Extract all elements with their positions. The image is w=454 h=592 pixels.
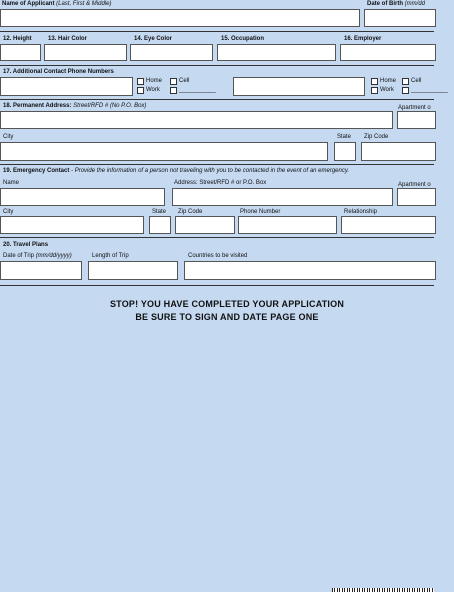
sign-reminder: BE SURE TO SIGN AND DATE PAGE ONE: [135, 312, 319, 322]
contact-phones-title: 17. Additional Contact Phone Numbers: [3, 69, 114, 75]
permanent-state-label: State: [337, 134, 352, 140]
applicant-name-hint: (Last, First & Middle): [56, 1, 112, 7]
phone1-home-label: Home: [146, 78, 163, 84]
employer-field[interactable]: [340, 44, 436, 61]
phone2-home-label: Home: [380, 78, 397, 84]
applicant-name-field[interactable]: [0, 9, 360, 27]
emergency-relationship-label: Relationship: [344, 209, 378, 215]
trip-date-hint: (mm/dd/yyyy): [35, 253, 72, 259]
occupation-field[interactable]: [217, 44, 336, 61]
countries-label: Countries to be visited: [188, 253, 248, 259]
permanent-address-title: [3, 103, 146, 110]
divider: [0, 237, 434, 238]
phone1-home-checkbox[interactable]: [137, 78, 144, 85]
divider: [0, 164, 434, 165]
trip-date-label-text: Date of Trip: [3, 253, 35, 259]
travel-plans-title: 20. Travel Plans: [3, 242, 49, 248]
emergency-title-text: 19. Emergency Contact: [3, 168, 70, 174]
countries-field[interactable]: [184, 261, 436, 280]
height-field[interactable]: [0, 44, 41, 61]
emergency-phone-label: Phone Number: [240, 209, 281, 215]
trip-date-label: [3, 253, 72, 260]
trip-length-label: Length of Trip: [92, 253, 129, 259]
phone2-cell-label: Cell: [411, 78, 422, 84]
phone2-cell-checkbox[interactable]: [402, 78, 409, 85]
divider: [0, 285, 434, 286]
permanent-state-field[interactable]: [334, 142, 356, 161]
emergency-name-label: Name: [3, 180, 20, 186]
permanent-zip-field[interactable]: [361, 142, 436, 161]
emergency-title: [3, 168, 349, 175]
emergency-state-label: State: [152, 209, 167, 215]
occupation-label: 15. Occupation: [221, 36, 265, 42]
emergency-hint: - Provide the information of a person not traveling with you to be contacted in the event of an emergency.: [71, 168, 350, 174]
phone-number-2-field[interactable]: [233, 77, 365, 96]
emergency-apartment-field[interactable]: [397, 188, 436, 206]
emergency-phone-field[interactable]: [238, 216, 337, 234]
permanent-city-label: City: [3, 134, 14, 140]
divider: [0, 31, 434, 32]
permanent-address-title-text: 18. Permanent Address:: [3, 103, 72, 109]
phone2-home-checkbox[interactable]: [371, 78, 378, 85]
dob-field[interactable]: [364, 9, 436, 27]
emergency-city-label: City: [3, 209, 14, 215]
divider: [0, 99, 434, 100]
dob-hint: (mm/dd: [404, 1, 426, 7]
emergency-city-field[interactable]: [0, 216, 144, 234]
hair-color-label: 13. Hair Color: [48, 36, 88, 42]
permanent-address-hint: Street/RFD # (No P.O. Box): [73, 103, 147, 109]
emergency-address-label: Address: Street/RFD # or P.O. Box: [174, 180, 267, 186]
emergency-zip-label: Zip Code: [178, 209, 203, 215]
phone1-other-label: ___________: [179, 87, 216, 93]
hair-color-field[interactable]: [44, 44, 127, 61]
emergency-street-field[interactable]: [172, 188, 393, 206]
applicant-name-label: [2, 1, 111, 8]
eye-color-label: 14. Eye Color: [134, 36, 173, 42]
applicant-name-label-text: Name of Applicant: [2, 1, 55, 7]
emergency-name-field[interactable]: [0, 188, 165, 206]
employer-label: 16. Employer: [344, 36, 382, 42]
permanent-apartment-label: Apartment o: [398, 105, 431, 111]
permanent-city-field[interactable]: [0, 142, 328, 161]
permanent-street-field[interactable]: [0, 111, 393, 129]
emergency-relationship-field[interactable]: [341, 216, 436, 234]
phone-number-1-field[interactable]: [0, 77, 133, 96]
dob-label-text: Date of Birth: [367, 1, 403, 7]
phone1-cell-checkbox[interactable]: [170, 78, 177, 85]
completion-notice: STOP! YOU HAVE COMPLETED YOUR APPLICATION: [109, 299, 345, 309]
barcode: [332, 588, 434, 592]
phone2-other-label: ___________: [411, 87, 448, 93]
emergency-apartment-label: Apartment o: [398, 182, 431, 188]
phone2-other-checkbox[interactable]: [402, 87, 409, 94]
permanent-apartment-field[interactable]: [397, 111, 436, 129]
trip-date-field[interactable]: [0, 261, 82, 280]
phone1-cell-label: Cell: [179, 78, 190, 84]
eye-color-field[interactable]: [130, 44, 213, 61]
phone1-work-label: Work: [146, 87, 160, 93]
emergency-state-field[interactable]: [149, 216, 171, 234]
phone2-work-checkbox[interactable]: [371, 87, 378, 94]
phone1-work-checkbox[interactable]: [137, 87, 144, 94]
emergency-zip-field[interactable]: [175, 216, 235, 234]
phone1-other-checkbox[interactable]: [170, 87, 177, 94]
trip-length-field[interactable]: [88, 261, 178, 280]
phone2-work-label: Work: [380, 87, 394, 93]
permanent-zip-label: Zip Code: [364, 134, 389, 140]
dob-label: [367, 1, 425, 8]
height-label: 12. Height: [3, 36, 32, 42]
divider: [0, 65, 434, 66]
